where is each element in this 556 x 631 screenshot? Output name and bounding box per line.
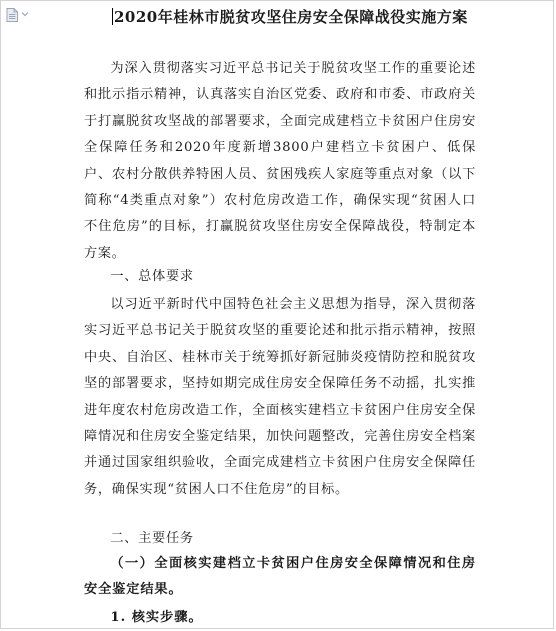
- intro-paragraph: 为深入贯彻落实习近平总书记关于脱贫攻坚工作的重要论述和批示指示精神，认真落实自治区党委、政府和市委、市政府关于打赢脱贫攻坚战的部署要求，全面完成建档立卡贫困户住房安全保障任务和2020年度新增3800户建档立卡贫困户、低保户、农村分散供养特困人员、贫困残疾人家庭等重点对象（以下简称“4类重点对象”）农村危房改造工作，确保实现“贫困人口不住危房”的目标，打赢脱贫攻坚住房安全保障战役，特制定本方案。: [84, 61, 476, 261]
- section-heading-general: 一、总体要求: [110, 269, 194, 284]
- subheading-verification: （一）全面核实建档立卡贫困户住房安全保障情况和住房安全鉴定结果。: [84, 556, 476, 598]
- section-heading-tasks: 二、主要任务: [110, 531, 194, 546]
- document-title: 2020年桂林市脱贫攻坚住房安全保障战役实施方案: [114, 8, 468, 26]
- chevron-down-icon[interactable]: [21, 10, 29, 18]
- document-icon[interactable]: [6, 8, 18, 22]
- general-requirements-paragraph: 以习近平新时代中国特色社会主义思想为指导，深入贯彻落实习近平总书记关于脱贫攻坚的重要论述和批示指示精神，按照中央、自治区、桂林市关于统筹抓好新冠肺炎疫情防控和脱贫攻坚的部署要求，坚持如期完成住房安全保障任务不动摇，扎实推进年度农村危房改造工作，全面核实建档立卡贫困户住房安全保障情况和住房安全鉴定结果，加快问题整改，完善住房安全档案并通过国家组织验收，全面完成建档立卡贫困户住房安全保障任务，确保实现“贫困人口不住危房”的目标。: [84, 297, 476, 497]
- text-cursor: [112, 8, 113, 25]
- step-heading: 1. 核实步骤。: [110, 610, 203, 625]
